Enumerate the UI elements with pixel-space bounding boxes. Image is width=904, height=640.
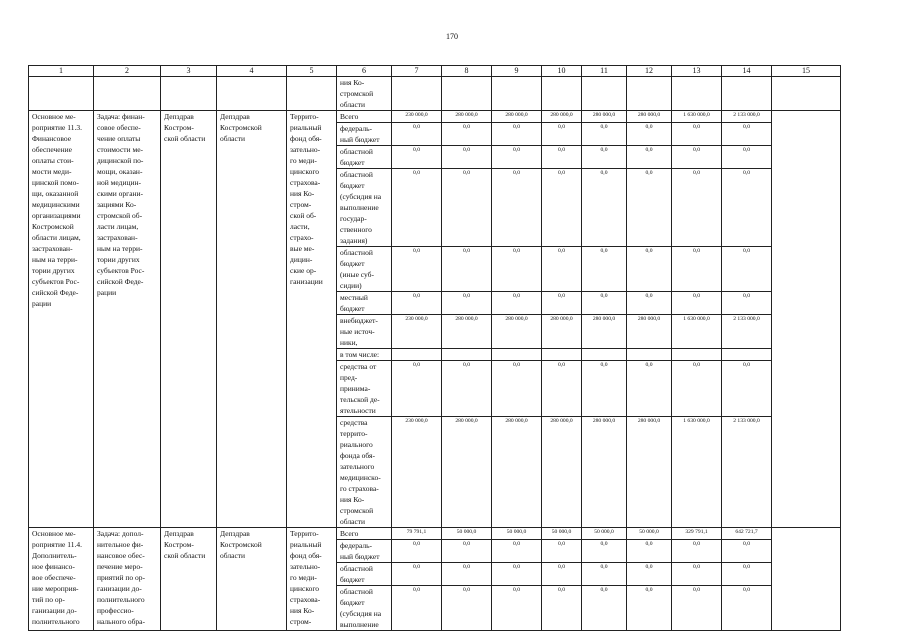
column-number-2: 2 [94,66,161,77]
source-cell: средства террито- риального фонда обя- зательного медицинско- го страхова- ния Ко- стромской области [337,417,392,528]
value-cell: 0,0 [442,292,492,315]
coexecutor-cell: Депздрав Костромской области [217,111,287,528]
value-cell: 0,0 [672,563,722,586]
value-cell: 0,0 [722,586,772,631]
value-cell: 0,0 [582,123,627,146]
value-cell: 0,0 [627,146,672,169]
value-cell: 0,0 [627,169,672,247]
value-cell: 0,0 [392,586,442,631]
participant-cell: Террито- риальный фонд обя- зательно- го меди- цинского страхова- ния Ко- стром- ской об- ласти, страхо- вые ме- дицин- ские ор- ганизации [287,111,337,528]
table-row [29,528,841,540]
value-cell: 0,0 [627,247,672,292]
empty-cell [161,77,217,111]
value-cell: 50 000,0 [442,528,492,540]
empty-cell [627,77,672,111]
empty-cell [217,77,287,111]
value-cell: 79 791,1 [392,528,442,540]
value-cell: 0,0 [442,247,492,292]
source-cell: областной бюджет (иные суб- сидии) [337,247,392,292]
value-cell: 0,0 [627,586,672,631]
value-cell: 0,0 [627,540,672,563]
value-cell: 0,0 [442,169,492,247]
value-cell: 280 000,0 [582,111,627,123]
value-cell: 280 000,0 [582,417,627,528]
source-cell: областной бюджет (субсидия на выполнение [337,586,392,631]
value-cell [442,349,492,361]
value-cell: 0,0 [722,540,772,563]
value-cell: 0,0 [672,123,722,146]
value-cell: 50 000,0 [582,528,627,540]
value-cell: 0,0 [722,169,772,247]
value-cell: 0,0 [392,563,442,586]
task-cell: Задача: финан- совое обеспе- чение оплаты стоимости ме- дицинской по- мощи, оказан- ной медицин- скими органи- зациями Ко- стромской об- ласти лицам, застрахован- ным на терри- тории других субъектов Рос- сийской Феде- рации [94,111,161,528]
value-cell: 0,0 [492,247,542,292]
value-cell: 0,0 [582,146,627,169]
event-cell: Основное ме- роприятие 11.4. Дополнитель- ное финансо- вое обеспече- ние мероприя- тий по ор- ганизации до- полнительного [29,528,94,631]
value-cell: 0,0 [392,540,442,563]
value-cell: 0,0 [492,586,542,631]
value-cell: 0,0 [582,292,627,315]
value-cell: 1 630 000,0 [672,417,722,528]
executor-cell: Депздрав Костром- ской области [161,111,217,528]
empty-cell [492,77,542,111]
value-cell: 280 000,0 [492,315,542,349]
value-cell: 0,0 [722,123,772,146]
value-cell: 0,0 [442,123,492,146]
value-cell: 0,0 [627,123,672,146]
value-cell: 0,0 [627,361,672,417]
page-number: 170 [446,32,458,41]
table-row [29,111,841,123]
value-cell: 0,0 [672,586,722,631]
empty-cell [542,77,582,111]
value-cell: 0,0 [582,169,627,247]
value-cell [492,349,542,361]
notes-cell [772,111,841,528]
value-cell: 280 000,0 [627,315,672,349]
value-cell: 0,0 [582,563,627,586]
source-cell: областной бюджет [337,563,392,586]
value-cell: 50 000,0 [627,528,672,540]
value-cell [672,349,722,361]
value-cell: 0,0 [392,146,442,169]
value-cell [627,349,672,361]
column-number-12: 12 [627,66,672,77]
empty-cell [287,77,337,111]
value-cell: 280 000,0 [627,111,672,123]
budget-table [28,65,841,631]
value-cell: 0,0 [672,146,722,169]
value-cell: 230 000,0 [392,417,442,528]
value-cell: 0,0 [582,586,627,631]
value-cell: 0,0 [492,292,542,315]
column-number-14: 14 [722,66,772,77]
value-cell: 0,0 [392,247,442,292]
continuation-row [29,77,841,111]
empty-cell [722,77,772,111]
value-cell: 280 000,0 [492,417,542,528]
value-cell: 0,0 [442,146,492,169]
source-cell: областной бюджет [337,146,392,169]
value-cell: 0,0 [542,169,582,247]
event-cell: Основное ме- роприятие 11.3. Финансовое обеспечение оплаты стои- мости меди- цинской помо- щи, оказанной медицинскими организациями Костромской области лицам, застрахован- ным на терри- тории других субъектов Рос- сийской Феде- рации [29,111,94,528]
column-number-15: 15 [772,66,841,77]
coexecutor-cell: Депздрав Костромской области [217,528,287,631]
value-cell: 0,0 [542,146,582,169]
source-cell: ния Ко- стромской области [337,77,392,111]
empty-cell [772,77,841,111]
column-number-8: 8 [442,66,492,77]
value-cell: 0,0 [582,247,627,292]
source-cell: федераль- ный бюджет [337,540,392,563]
column-number-5: 5 [287,66,337,77]
value-cell [542,349,582,361]
column-number-7: 7 [392,66,442,77]
source-cell: средства от пред- принима- тельской де- ятельности [337,361,392,417]
value-cell: 2 133 000,0 [722,417,772,528]
value-cell: 0,0 [392,123,442,146]
column-number-9: 9 [492,66,542,77]
value-cell: 0,0 [392,361,442,417]
value-cell: 2 133 000,0 [722,315,772,349]
source-cell: Всего [337,528,392,540]
value-cell: 0,0 [392,169,442,247]
value-cell: 329 791,1 [672,528,722,540]
value-cell: 0,0 [442,540,492,563]
value-cell: 0,0 [542,540,582,563]
value-cell: 0,0 [542,123,582,146]
empty-cell [442,77,492,111]
value-cell: 50 000,0 [542,528,582,540]
source-cell: внебюджет- ные источ- ники, [337,315,392,349]
value-cell: 230 000,0 [392,315,442,349]
value-cell: 0,0 [442,563,492,586]
value-cell: 0,0 [542,247,582,292]
empty-cell [672,77,722,111]
value-cell: 0,0 [492,146,542,169]
column-number-13: 13 [672,66,722,77]
source-cell: в том числе: [337,349,392,361]
column-number-6: 6 [337,66,392,77]
value-cell: 0,0 [492,169,542,247]
value-cell: 0,0 [442,361,492,417]
value-cell: 642 721,7 [722,528,772,540]
value-cell: 0,0 [582,361,627,417]
value-cell: 1 630 000,0 [672,315,722,349]
value-cell: 280 000,0 [542,315,582,349]
value-cell: 0,0 [627,563,672,586]
value-cell: 280 000,0 [492,111,542,123]
value-cell: 0,0 [672,292,722,315]
header-row [29,66,841,77]
column-number-11: 11 [582,66,627,77]
value-cell: 0,0 [722,361,772,417]
value-cell: 0,0 [722,563,772,586]
source-cell: федераль- ный бюджет [337,123,392,146]
value-cell: 280 000,0 [442,417,492,528]
value-cell: 0,0 [442,586,492,631]
empty-cell [29,77,94,111]
value-cell: 280 000,0 [542,111,582,123]
value-cell: 0,0 [542,586,582,631]
source-cell: Всего [337,111,392,123]
value-cell: 0,0 [672,169,722,247]
source-cell: местный бюджет [337,292,392,315]
value-cell: 0,0 [722,292,772,315]
value-cell: 1 630 000,0 [672,111,722,123]
participant-cell: Террито- риальный фонд обя- зательно- го меди- цинского страхова- ния Ко- стром- [287,528,337,631]
value-cell [722,349,772,361]
value-cell: 0,0 [722,247,772,292]
empty-cell [582,77,627,111]
value-cell: 0,0 [627,292,672,315]
value-cell: 2 133 000,0 [722,111,772,123]
column-number-10: 10 [542,66,582,77]
column-number-4: 4 [217,66,287,77]
value-cell: 0,0 [492,361,542,417]
notes-cell [772,528,841,631]
column-number-3: 3 [161,66,217,77]
empty-cell [392,77,442,111]
value-cell: 0,0 [672,540,722,563]
value-cell: 0,0 [492,563,542,586]
value-cell: 50 000,0 [492,528,542,540]
value-cell: 0,0 [492,540,542,563]
value-cell: 0,0 [492,123,542,146]
value-cell: 0,0 [542,563,582,586]
value-cell: 0,0 [672,247,722,292]
value-cell: 230 000,0 [392,111,442,123]
value-cell: 0,0 [582,540,627,563]
value-cell: 280 000,0 [442,111,492,123]
column-number-1: 1 [29,66,94,77]
task-cell: Задача: допол- нительное фи- нансовое обес- печение меро- приятий по ор- ганизации до- полнительного профессио- нального обра- [94,528,161,631]
value-cell [582,349,627,361]
value-cell: 280 000,0 [442,315,492,349]
value-cell: 0,0 [542,361,582,417]
value-cell [392,349,442,361]
source-cell: областной бюджет (субсидия на выполнение государ- ственного задания) [337,169,392,247]
value-cell: 0,0 [392,292,442,315]
executor-cell: Депздрав Костром- ской области [161,528,217,631]
value-cell: 280 000,0 [542,417,582,528]
value-cell: 0,0 [542,292,582,315]
value-cell: 280 000,0 [627,417,672,528]
value-cell: 280 000,0 [582,315,627,349]
value-cell: 0,0 [672,361,722,417]
value-cell: 0,0 [722,146,772,169]
empty-cell [94,77,161,111]
